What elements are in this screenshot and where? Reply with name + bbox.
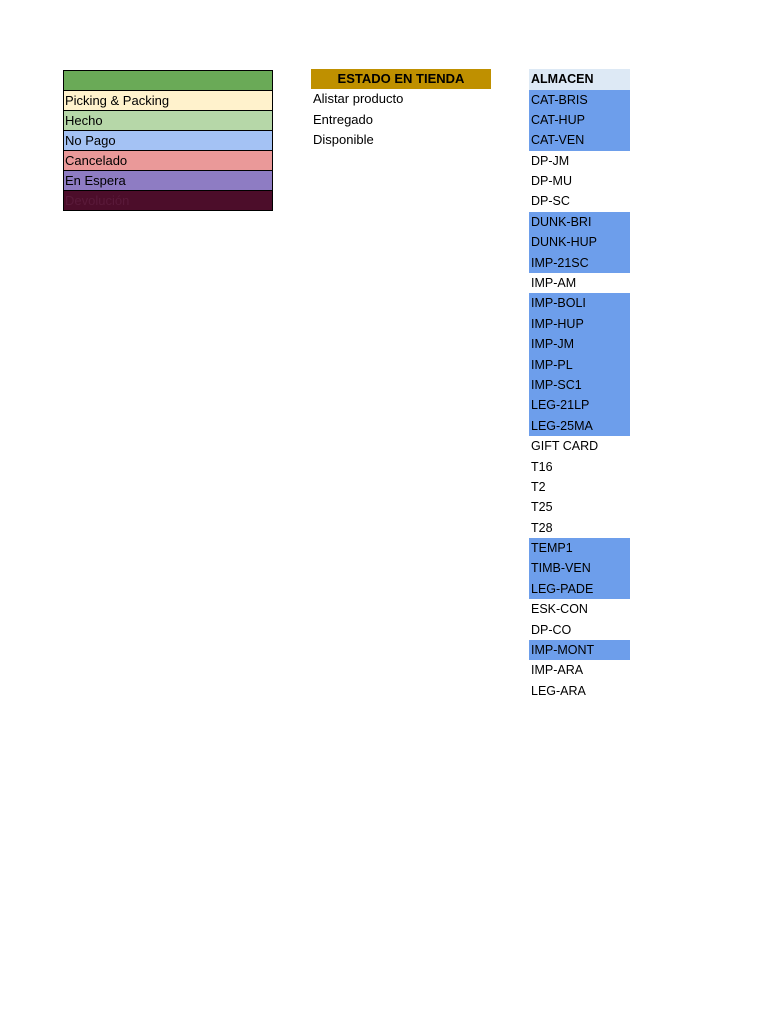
almacen-item[interactable]: TEMP1 bbox=[529, 538, 630, 558]
almacen-item[interactable]: CAT-HUP bbox=[529, 110, 630, 130]
almacen-item[interactable]: LEG-21LP bbox=[529, 395, 630, 415]
almacen-item[interactable]: IMP-HUP bbox=[529, 314, 630, 334]
estado-tienda-column bbox=[311, 69, 491, 151]
almacen-item[interactable]: LEG-25MA bbox=[529, 416, 630, 436]
estado-tienda-item[interactable]: Entregado bbox=[313, 111, 373, 127]
almacen-item[interactable]: DUNK-BRI bbox=[529, 212, 630, 232]
almacen-item[interactable]: GIFT CARD bbox=[531, 439, 599, 454]
almacen-item[interactable]: CAT-BRIS bbox=[529, 90, 630, 110]
almacen-item[interactable]: IMP-PL bbox=[529, 355, 630, 375]
estado-tienda-list bbox=[311, 89, 491, 151]
almacen-item[interactable]: IMP-BOLI bbox=[529, 293, 630, 313]
almacen-item[interactable]: CAT-VEN bbox=[529, 130, 630, 150]
almacen-item[interactable]: ESK-CON bbox=[531, 602, 588, 617]
almacen-item[interactable]: IMP-MONT bbox=[529, 640, 630, 660]
status-row bbox=[64, 111, 273, 131]
almacen-item[interactable]: DP-MU bbox=[531, 174, 572, 189]
status-cell[interactable] bbox=[64, 71, 273, 91]
status-cell[interactable]: Devolución bbox=[64, 191, 273, 211]
almacen-item[interactable]: IMP-ARA bbox=[531, 663, 584, 678]
status-cell[interactable]: No Pago bbox=[64, 131, 273, 151]
status-row bbox=[64, 131, 273, 151]
almacen-item[interactable]: DUNK-HUP bbox=[529, 232, 630, 252]
almacen-item[interactable]: TIMB-VEN bbox=[529, 558, 630, 578]
almacen-item[interactable]: DP-JM bbox=[531, 153, 570, 168]
estado-tienda-header: ESTADO EN TIENDA bbox=[311, 69, 491, 89]
almacen-item[interactable]: IMP-SC1 bbox=[529, 375, 630, 395]
estado-tienda-item[interactable]: Disponible bbox=[313, 132, 374, 147]
almacen-item[interactable]: T25 bbox=[531, 500, 553, 515]
almacen-item[interactable]: IMP-JM bbox=[529, 334, 630, 354]
status-row bbox=[64, 91, 273, 111]
almacen-item[interactable]: IMP-AM bbox=[531, 276, 577, 291]
status-row bbox=[64, 151, 273, 171]
almacen-item[interactable]: T16 bbox=[531, 459, 553, 474]
almacen-item[interactable]: IMP-21SC bbox=[529, 253, 630, 273]
status-cell[interactable]: Cancelado bbox=[64, 151, 273, 171]
almacen-item[interactable]: T2 bbox=[531, 479, 546, 494]
status-cell[interactable]: Hecho bbox=[64, 111, 273, 131]
almacen-list bbox=[529, 90, 630, 702]
estado-tienda-item[interactable]: Alistar producto bbox=[313, 91, 404, 106]
status-row bbox=[64, 171, 273, 191]
almacen-header: ALMACEN bbox=[529, 69, 630, 90]
status-legend-table bbox=[63, 70, 273, 211]
almacen-item[interactable]: DP-CO bbox=[531, 622, 572, 637]
status-cell[interactable]: Picking & Packing bbox=[64, 91, 273, 111]
status-cell[interactable]: En Espera bbox=[64, 171, 273, 191]
almacen-column bbox=[529, 69, 630, 701]
almacen-item[interactable]: LEG-ARA bbox=[531, 683, 586, 698]
almacen-item[interactable]: T28 bbox=[531, 520, 553, 535]
almacen-item[interactable]: DP-SC bbox=[531, 194, 570, 209]
status-row bbox=[64, 191, 273, 211]
status-row bbox=[64, 71, 273, 91]
almacen-item[interactable]: LEG-PADE bbox=[529, 579, 630, 599]
